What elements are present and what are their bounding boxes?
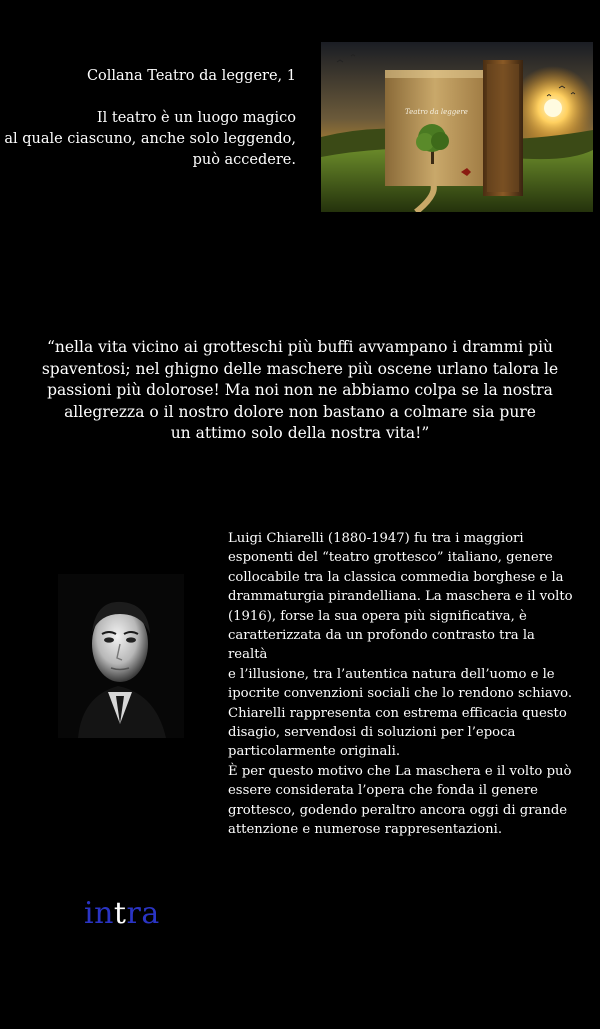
series-title: Collana Teatro da leggere, 1 (86, 68, 296, 84)
bio-line: drammaturgia pirandelliana. La maschera e il volto (228, 589, 573, 605)
bio-line: e l’illusione, tra l’autentica natura dell’uomo e le (228, 666, 555, 682)
quote-block (40, 337, 560, 445)
quote-line: un attimo solo della nostra vita!” (170, 424, 430, 442)
bio-line: attenzione e numerose rappresentazioni. (228, 822, 503, 838)
bio-line: ipocrite convenzioni sociali che lo rendono schiavo. (228, 686, 573, 702)
bio-line: essere considerata l’opera che fonda il genere (228, 783, 538, 799)
bio-line: particolarmente originali. (228, 744, 401, 760)
bio-line: esponenti del “teatro grottesco” italiano, genere (228, 550, 553, 566)
logo-part-ra: ra (126, 896, 160, 931)
quote-line: spaventosi; nel ghigno delle maschere più oscene urlano talora le (41, 359, 559, 378)
tagline-line: può accedere. (192, 152, 296, 168)
bio-line: È per questo motivo che La maschera e il volto può (228, 763, 572, 779)
quote-line: passioni più dolorose! Ma noi non ne abbiamo colpa se la nostra (47, 381, 553, 399)
tagline-line: al quale ciascuno, anche solo leggendo, (4, 131, 296, 147)
cover-illustration (321, 42, 593, 212)
quote-line: “nella vita vicino ai grotteschi più buffi avvampano i drammi più (46, 338, 554, 356)
logo-part-t: t (113, 896, 127, 931)
bio-line: Luigi Chiarelli (1880-1947) fu tra i maggiori (228, 531, 524, 546)
bio-line: (1916), forse la sua opera più significativa, è (228, 608, 527, 624)
series-info (0, 66, 296, 171)
quote-line: allegrezza o il nostro dolore non bastano a colmare sia pure (64, 402, 536, 421)
tagline-line: Il teatro è un luogo magico (96, 110, 296, 126)
bio-line: grottesco, godendo peraltro ancora oggi di grande (228, 802, 568, 818)
book-cover-title: Teatro da leggere (405, 108, 468, 116)
author-photo (58, 574, 184, 738)
bio-line: caratterizzata da un profondo contrasto tra la realtà (228, 628, 535, 663)
bio-line: collocabile tra la classica commedia borghese e la (228, 569, 564, 585)
bio-line: disagio, servendosi di soluzioni per l’epoca (228, 725, 516, 741)
bio-line: Chiarelli rappresenta con estrema efficacia questo (228, 705, 567, 721)
logo-part-in: in (84, 896, 114, 931)
author-bio (228, 529, 573, 840)
author-portrait (58, 574, 184, 738)
book-landscape-image (321, 42, 593, 212)
publisher-logo (84, 896, 160, 931)
